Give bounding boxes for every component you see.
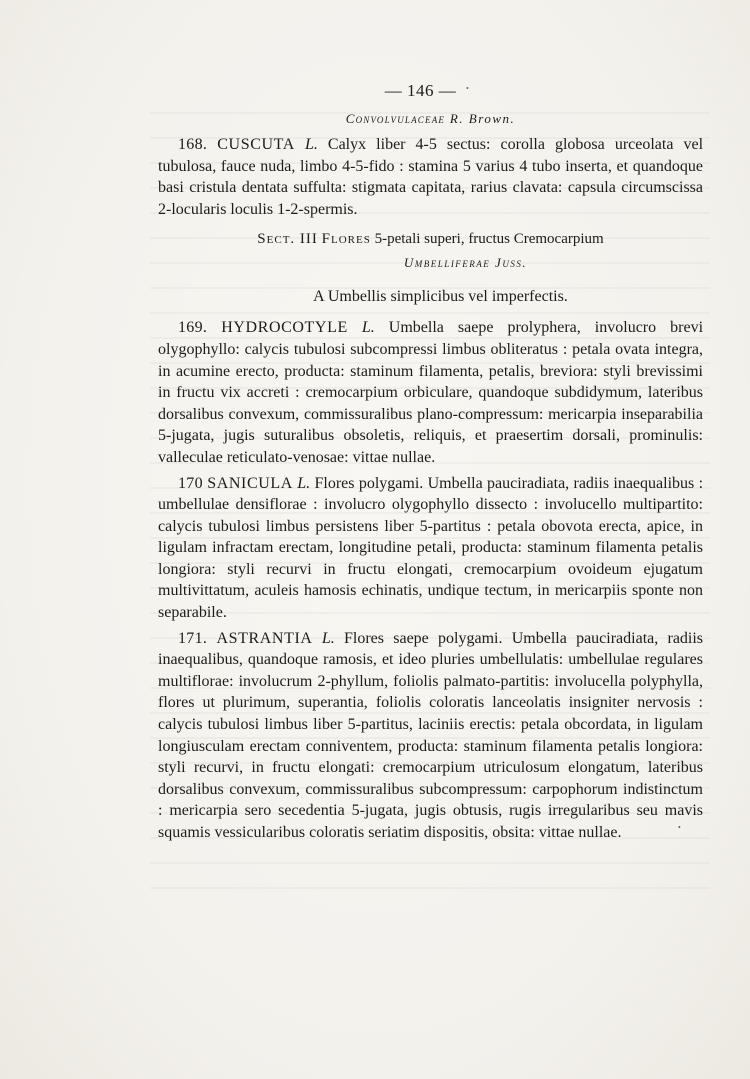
genus-168-entry — [158, 134, 703, 220]
ink-speck: • — [678, 823, 681, 832]
genus-author: L. — [321, 629, 335, 647]
genus-author: L. — [304, 136, 318, 154]
entry-text: Flores saepe polygami. Umbella pauciradiata, radiis inaequalibus, quandoque ramosis, et ideo pluries umbellulatis: umbellulae regulares multiflorae: involucrum 2-phyllum, foliolis palmato-partitis: involucella polyphylla, flores ut plurimum, superantia, foliolis coloratis lanceolatis insigniter nervosis : calycis tubulosi limbus liber 5-partitus, laciniis erectis: petala obcordata, in ligulam longiusculam erectam conniventem, producta: staminum filamenta petalis longiora: styli recurvi, in fructu elongati: cremocarpium utriculosum elongatum, lateribus dorsalibus convexum, commissuralibus subcompressum: carpophorum indistinctum : mericarpia sero secedentia 5-jugata, jugis obtusis, rugis irregularibus seu mavis squamis vessicularibus coloratis seriatim dispositis, obsita: vittae nullae. — [158, 629, 704, 841]
genus-author: L. — [297, 474, 311, 492]
section-rest: 5-petali superi, fructus Cremocarpium — [374, 230, 604, 247]
entry-number: 170 — [178, 474, 203, 492]
genus-author: L. — [361, 319, 375, 337]
family-header-author: R. Brown. — [449, 110, 516, 126]
genus-name: ASTRANTIA — [216, 629, 313, 647]
genus-name: CUSCUTA — [217, 136, 295, 154]
ink-speck: • — [466, 84, 469, 93]
genus-name: SANICULA — [207, 474, 293, 492]
genus-name: HYDROCOTYLE — [221, 319, 348, 337]
genus-171-entry — [158, 628, 703, 844]
entry-number: 168. — [178, 136, 208, 154]
genus-169-entry — [158, 317, 703, 468]
entry-text: Umbella saepe prolyphera, involucro brevi olygophyllo: calycis tubulosi subcompressi limbus obliteratus : petala ovata integra, in acumine erecto, producta: staminum filamenta, petalis, breviora: styli brevissimi in fructu vix accreti : cremocarpium orbiculare, quandoque subdidymum, lateribus dorsalibus convexum, commissuralibus plano-compressum: mericarpia inseparabilia 5-jugata, jugis suturalibus obsoletis, reliquis, et praesertim dorsali, prominulis: valleculae reticulato-venosae: vittae nullae. — [158, 319, 704, 466]
page-number: — 146 — — [384, 81, 457, 100]
family-header-name: Convolvulaceae — [345, 110, 446, 126]
genus-170-entry — [158, 473, 703, 624]
entry-number: 169. — [178, 319, 208, 337]
entry-text: Flores polygami. Umbella pauciradiata, radiis inaequalibus : umbellulae densiflorae : involucro olygophyllo dissecto : involucello multipartito: calycis tubulosi limbus persistens liber 5-partitus : petala obovota erecta, apice, in ligulam infractam erectam, longitudine petali, producta: staminum filamenta petalis longiora: styli recurvi in fructu elongati, cremocarpium ovoideum ejugatum multivittatum, aculeis hamosis echinatis, undique tectum, in mericarpiis sponte non separabile. — [158, 474, 704, 622]
family-header — [158, 108, 703, 130]
family-umbelliferae: Umbelliferae Juss. — [403, 255, 528, 271]
section-flores: Flores — [321, 230, 371, 247]
entry-text: Calyx liber 4-5 sectus: corolla globosa urceolata vel tubulosa, fauce nuda, limbo 4-5-fido : stamina 5 varius 4 tubo inserta, et quandoque basi cristula dentata suffulta: stigmata capitata, rarius clavata: capsula circumscissa 2-locularis loculis 1-2-spermis. — [158, 136, 704, 218]
page-body — [158, 80, 703, 848]
subheading: A Umbellis simplicibus vel imperfectis. — [313, 287, 568, 305]
section-label: Sect. III — [257, 230, 318, 247]
section-heading — [158, 229, 703, 251]
entry-number: 171. — [178, 629, 208, 647]
